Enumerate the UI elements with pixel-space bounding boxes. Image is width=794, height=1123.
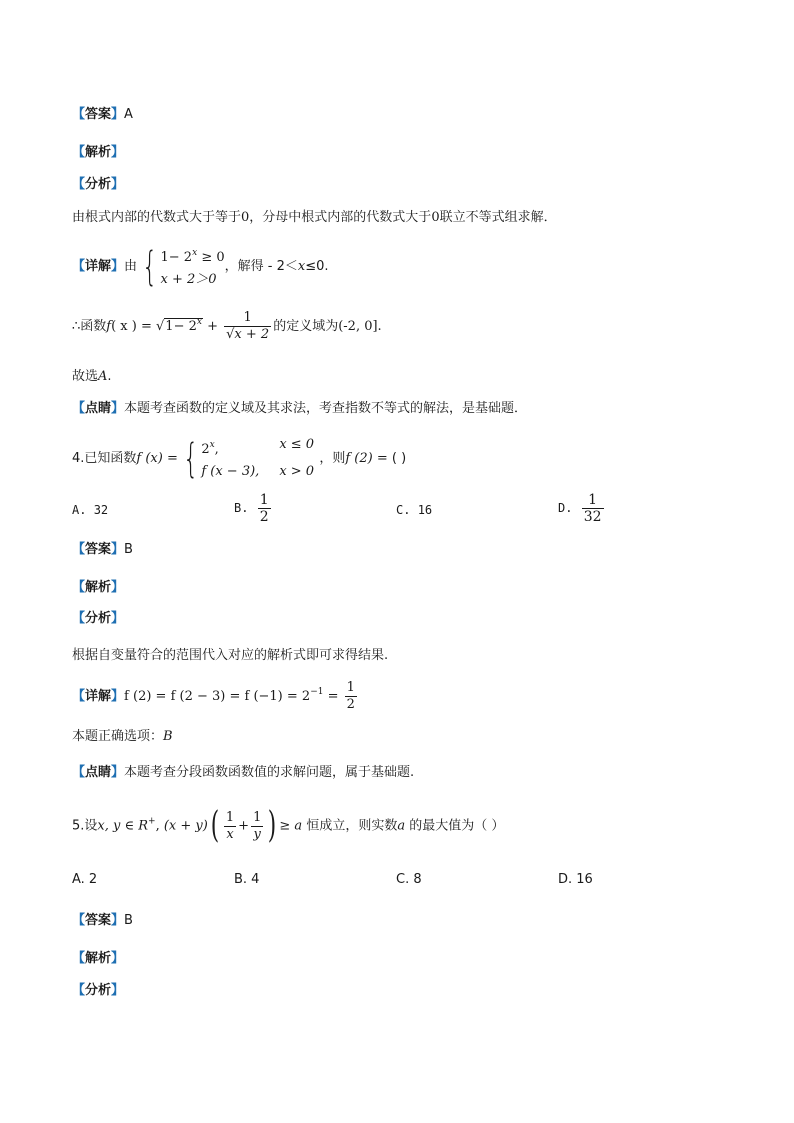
stem-mid: 恒成立，则实数 [306, 818, 398, 834]
q3-comment-line [72, 399, 527, 419]
stem-vars-sup: + [148, 816, 156, 827]
stem-f2: f (2) = [345, 451, 388, 466]
analysis-zero1: 0 [241, 210, 250, 225]
detail-den: 2 [346, 697, 355, 712]
stem-pre: 5.设 [72, 818, 98, 834]
stem-mid: ，则 [319, 451, 346, 466]
frac-num: 1 [243, 310, 252, 325]
bracket-open: 【 [72, 611, 86, 626]
opt-d-label: D. [558, 501, 573, 515]
f1-den: x [224, 826, 236, 843]
q4-answer-line [72, 540, 133, 560]
q4-correct-line [72, 727, 173, 747]
stem-plus: + [238, 818, 250, 834]
q5-option-a[interactable]: A. 2 [72, 872, 98, 887]
q5-stem [72, 805, 505, 846]
analysis-part3: 联立不等式组求解． [439, 210, 557, 225]
bracket-close: 】 [111, 580, 125, 595]
stem-end: 的最大值为（ ） [409, 818, 505, 834]
comment-label: 点睛 [85, 401, 112, 416]
domain-text: 的定义域为 [273, 319, 339, 334]
opt-c-value: 16 [417, 503, 433, 517]
right-paren-icon: ) [268, 805, 277, 846]
case2-left: f (x − 3), [201, 464, 260, 479]
brace-icon: { [182, 435, 199, 482]
bracket-open: 【 [72, 401, 86, 416]
bracket-close: 】 [111, 542, 125, 557]
q5-answer-line [72, 911, 133, 931]
answer-label: 答案 [85, 542, 112, 557]
plus: + [202, 319, 223, 334]
opt-c-label: C. [396, 503, 411, 517]
frac-den: x + 2 [234, 327, 270, 342]
jiexi-label: 解析 [85, 145, 112, 160]
q3-answer-line [72, 105, 133, 125]
bracket-close: 】 [111, 689, 125, 704]
fenxi-label: 分析 [85, 983, 112, 998]
q4-option-a[interactable] [72, 500, 108, 520]
q5-option-d[interactable]: D. 16 [558, 872, 593, 887]
q4-fenxi-line [72, 609, 124, 629]
bracket-close: 】 [111, 177, 125, 192]
detail-sup: −1 [310, 687, 324, 697]
answer-value: A [124, 107, 133, 122]
q4-comment-line [72, 763, 414, 783]
bracket-close: 】 [111, 107, 125, 122]
bracket-open: 【 [72, 145, 86, 160]
jiexi-label: 解析 [85, 951, 112, 966]
case1: 1− 2 [160, 250, 193, 265]
correct-text: 本题正确选项： [72, 729, 164, 744]
q4-detail-line [72, 680, 359, 713]
stem-comma: , [155, 818, 164, 834]
fraction: $\frac{1}{√x + 2}$ [226, 310, 270, 342]
q4-option-d[interactable] [558, 492, 606, 525]
case1-left: 2 [201, 442, 210, 457]
bracket-open: 【 [72, 107, 86, 122]
answer-value: B [124, 542, 133, 557]
detail-label: 详解 [85, 689, 112, 704]
detail-num: 1 [346, 680, 355, 695]
answer-label: 答案 [85, 107, 112, 122]
case1-right: x ≤ 0 [279, 437, 315, 452]
q5-option-b[interactable]: B. 4 [234, 872, 260, 887]
detail-eq: = [323, 689, 343, 704]
bracket-open: 【 [72, 177, 86, 192]
choose-end: . [107, 369, 112, 384]
q3-choose-line [72, 367, 112, 387]
stem-pre: 4.已知函数 [72, 451, 137, 466]
func-paren: ( x ) = [111, 319, 156, 334]
analysis-zero2: 0 [431, 210, 440, 225]
func-f: f [106, 319, 112, 334]
domain-value: (-2, 0]. [338, 319, 382, 334]
stem-fx: f (x) = [136, 451, 178, 466]
opt-b-num: 1 [259, 492, 269, 508]
answer-label: 答案 [85, 913, 112, 928]
fenxi-label: 分析 [85, 611, 112, 626]
detail-x: x [297, 259, 306, 274]
fenxi-label: 分析 [85, 177, 112, 192]
opt-d-den: 32 [583, 509, 602, 525]
q3-analysis-text [72, 208, 557, 228]
bracket-open: 【 [72, 913, 86, 928]
detail-end: ≤0. [305, 259, 329, 274]
brace-icon: { [142, 243, 158, 290]
opt-a-value: 32 [93, 503, 109, 517]
stem-geq: ≥ a [279, 818, 303, 834]
jiexi-label: 解析 [85, 580, 112, 595]
comment-text: 本题考查函数的定义域及其求法，考查指数不等式的解法，是基础题． [124, 401, 528, 416]
q4-option-c[interactable] [396, 500, 432, 520]
bracket-open: 【 [72, 983, 86, 998]
bracket-open: 【 [72, 951, 86, 966]
bracket-close: 】 [111, 611, 125, 626]
opt-a-label: A. [72, 503, 87, 517]
stem-xy: (x + y) [163, 818, 208, 834]
bracket-close: 】 [111, 401, 125, 416]
q4-analysis-text: 根据自变量符合的范围代入对应的解析式即可求得结果. [72, 648, 389, 663]
detail-pre: 由 [124, 259, 138, 274]
bracket-close: 】 [111, 259, 125, 274]
answer-value: B [124, 913, 133, 928]
sqrt-sup: x [196, 317, 202, 327]
choose-letter: A [98, 369, 108, 384]
detail-label: 详解 [85, 259, 112, 274]
stem-end: ( ) [391, 451, 407, 466]
bracket-open: 【 [72, 580, 86, 595]
comment-label: 点睛 [85, 765, 112, 780]
f2-num: 1 [253, 809, 262, 825]
sqrt-body: 1− 2 [165, 319, 197, 334]
bracket-open: 【 [72, 689, 86, 704]
case2-right: x > 0 [279, 464, 315, 479]
bracket-open: 【 [72, 542, 86, 557]
q3-fenxi-line [72, 175, 124, 195]
f1-num: 1 [225, 809, 235, 825]
analysis-part2: ，分母中根式内部的代数式大于 [249, 210, 432, 225]
q5-options [72, 870, 722, 890]
therefore-pre: ∴函数 [72, 319, 107, 334]
piecewise [201, 434, 319, 483]
q5-jiexi-line [72, 949, 124, 969]
bracket-open: 【 [72, 259, 86, 274]
q4-option-b[interactable] [234, 492, 273, 525]
detail-post: ，解得 - 2＜ [224, 259, 298, 274]
case1-sup: x [209, 440, 215, 450]
q4-stem [72, 434, 406, 483]
comment-text: 本题考查分段函数函数值的求解问题，属于基础题. [124, 765, 415, 780]
q5-option-c[interactable]: C. 8 [396, 872, 422, 887]
stem-vars: x, y ∈ R [97, 818, 149, 834]
choose-text: 故选 [72, 369, 99, 384]
stem-a: a [397, 818, 406, 834]
detail-expr: f (2) = f (2 − 3) = f (−1) = 2 [124, 689, 311, 704]
q3-detail-line [72, 242, 328, 291]
case2: x + 2＞0 [160, 272, 217, 287]
q4-jiexi-line [72, 578, 124, 598]
bracket-close: 】 [111, 913, 125, 928]
opt-b-den: 2 [259, 509, 269, 525]
opt-b-label: B. [234, 501, 249, 515]
case1-sup: x [192, 248, 198, 258]
f2-den: y [251, 826, 263, 843]
q3-jiexi-line [72, 143, 124, 163]
bracket-close: 】 [111, 983, 125, 998]
q5-fenxi-line [72, 981, 124, 1001]
bracket-open: 【 [72, 765, 86, 780]
case1-comma: , [214, 442, 219, 457]
inequality-system [161, 242, 225, 291]
left-paren-icon: ( [210, 805, 220, 846]
analysis-part1: 由根式内部的代数式大于等于 [72, 210, 242, 225]
bracket-close: 】 [111, 765, 125, 780]
opt-d-num: 1 [588, 492, 598, 508]
sqrt-expr: $√1- 2^x$ [156, 317, 202, 334]
q4-options [72, 492, 722, 532]
bracket-close: 】 [111, 145, 125, 160]
bracket-close: 】 [111, 951, 125, 966]
q3-therefore-line [72, 310, 382, 343]
case1-rel: ≥ 0 [201, 250, 225, 265]
correct-letter: B [163, 729, 173, 744]
